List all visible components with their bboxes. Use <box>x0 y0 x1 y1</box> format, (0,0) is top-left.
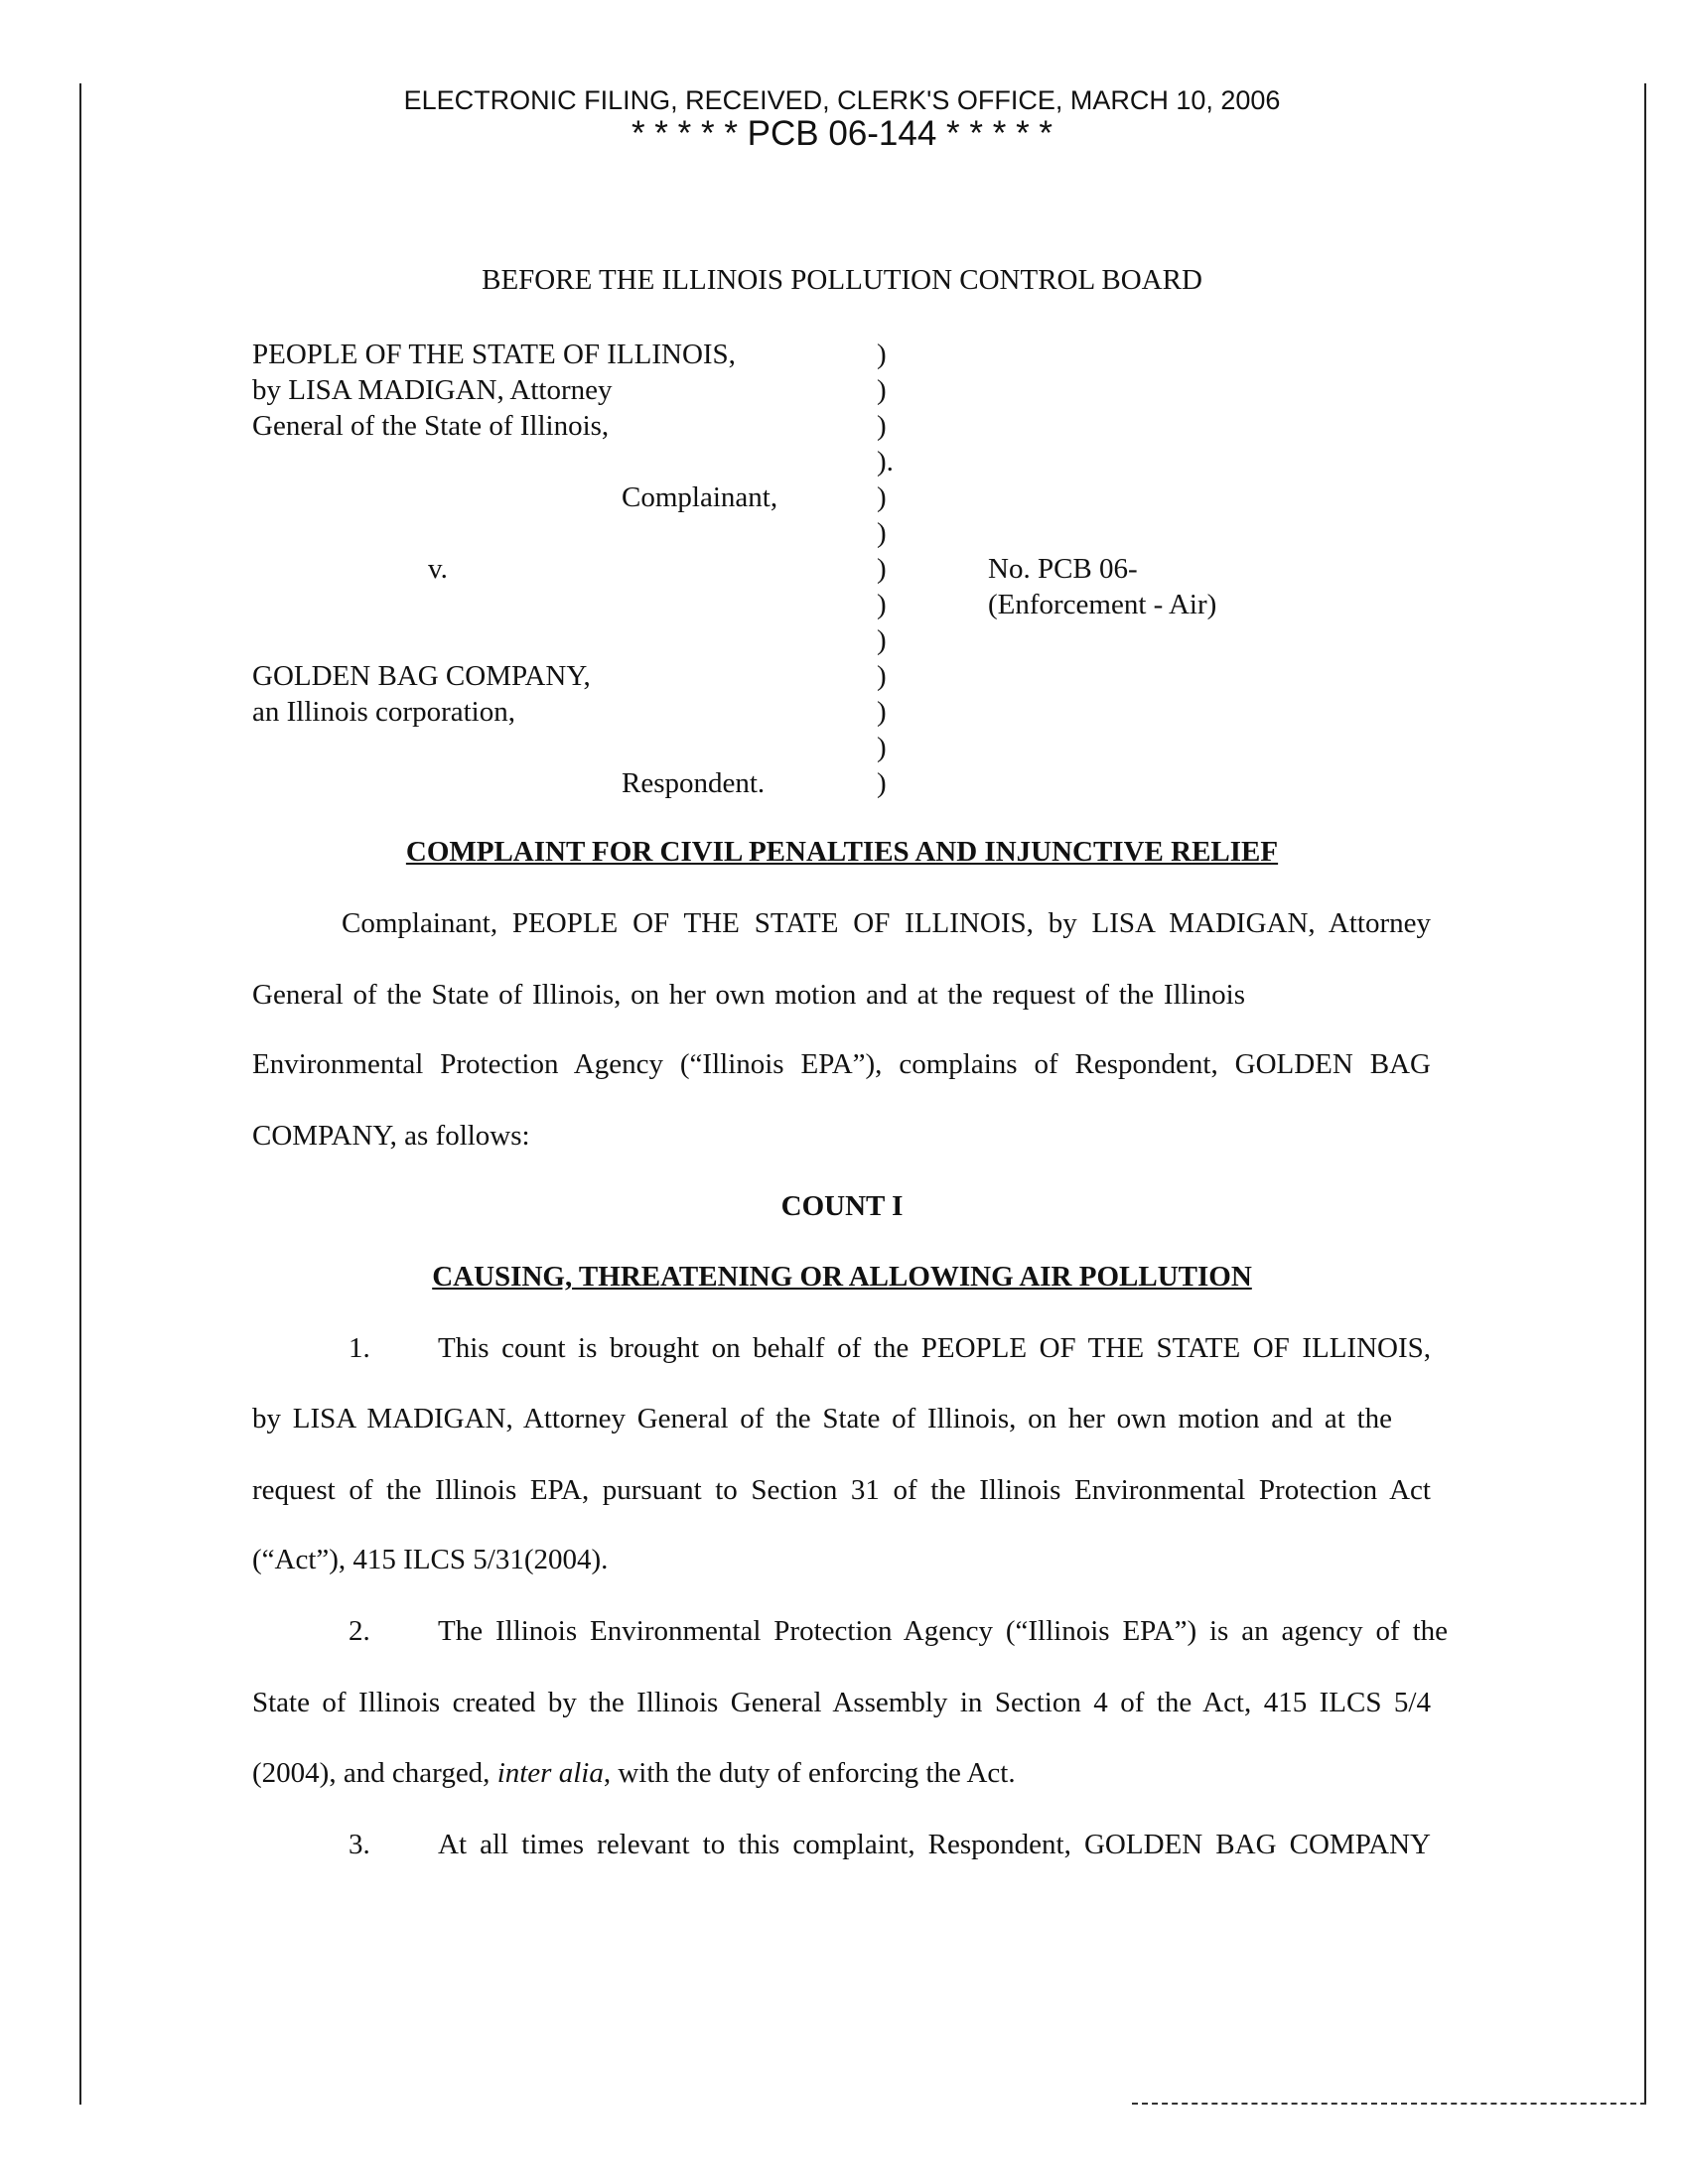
bottom-dashed-line <box>1132 2103 1646 2105</box>
intro-line: COMPANY, as follows: <box>252 1120 530 1152</box>
right-margin-line <box>1644 83 1646 2105</box>
case-number-stamp: * * * * * PCB 06-144 * * * * * <box>631 114 1053 153</box>
filing-stamp-line: ELECTRONIC FILING, RECEIVED, CLERK'S OFFICE, MARCH 10, 2006 <box>403 85 1281 115</box>
complainant-line: PEOPLE OF THE STATE OF ILLINOIS, <box>252 339 736 370</box>
caption-paren: ) <box>877 481 887 513</box>
paragraph-number: 1. <box>349 1332 370 1364</box>
paragraph-line: At all times relevant to this complaint, Respondent, GOLDEN BAG COMPANY <box>438 1829 1431 1860</box>
caption-paren: ) <box>877 517 887 549</box>
caption-paren: ) <box>877 660 887 692</box>
complainant-line: General of the State of Illinois, <box>252 410 610 442</box>
versus: v. <box>428 553 448 585</box>
intro-line: General of the State of Illinois, on her own motion and at the request of the Illinois <box>252 979 1245 1011</box>
left-margin-line <box>79 83 81 2105</box>
paragraph-line: The Illinois Environmental Protection Agency (“Illinois EPA”) is an agency of the <box>438 1615 1448 1647</box>
case-number: No. PCB 06- <box>988 553 1138 585</box>
caption-paren: ) <box>877 410 887 442</box>
caption-paren: ) <box>877 589 887 620</box>
complainant-role: Complainant, <box>622 481 778 513</box>
court-heading: BEFORE THE ILLINOIS POLLUTION CONTROL BOARD <box>482 264 1202 296</box>
intro-line: Complainant, PEOPLE OF THE STATE OF ILLINOIS, by LISA MADIGAN, Attorney <box>342 907 1431 939</box>
paragraph-text: (2004), and charged, <box>252 1757 497 1789</box>
paragraph-line: by LISA MADIGAN, Attorney General of the State of Illinois, on her own motion and at the <box>252 1403 1392 1434</box>
count-heading: COUNT I <box>780 1190 904 1222</box>
paragraph-number: 2. <box>349 1615 370 1647</box>
paragraph-line: State of Illinois created by the Illinois General Assembly in Section 4 of the Act, 415 ILCS 5/4 <box>252 1687 1431 1718</box>
caption-paren: ) <box>877 732 887 763</box>
respondent-line: GOLDEN BAG COMPANY, <box>252 660 591 692</box>
respondent-line: an Illinois corporation, <box>252 696 515 728</box>
respondent-role: Respondent. <box>622 767 766 799</box>
caption-paren: ). <box>877 446 894 478</box>
paragraph-line: request of the Illinois EPA, pursuant to Section 31 of the Illinois Environmental Protection Act <box>252 1474 1431 1506</box>
caption-paren: ) <box>877 553 887 585</box>
complainant-line: by LISA MADIGAN, Attorney <box>252 374 613 406</box>
paragraph-italic-text: inter alia <box>496 1757 604 1789</box>
paragraph-line <box>252 1759 1016 1788</box>
paragraph-number: 3. <box>349 1829 370 1860</box>
paragraph-line: (“Act”), 415 ILCS 5/31(2004). <box>252 1544 609 1575</box>
paragraph-text: , with the duty of enforcing the Act. <box>603 1757 1016 1789</box>
caption-paren: ) <box>877 624 887 656</box>
complaint-title: COMPLAINT FOR CIVIL PENALTIES AND INJUNCTIVE RELIEF <box>405 836 1279 868</box>
caption-paren: ) <box>877 696 887 728</box>
count-subheading: CAUSING, THREATENING OR ALLOWING AIR POLLUTION <box>432 1261 1252 1293</box>
paragraph-line: This count is brought on behalf of the PEOPLE OF THE STATE OF ILLINOIS, <box>438 1332 1431 1364</box>
case-type: (Enforcement - Air) <box>988 589 1217 620</box>
intro-line: Environmental Protection Agency (“Illinois EPA”), complains of Respondent, GOLDEN BAG <box>252 1048 1431 1080</box>
caption-paren: ) <box>877 767 887 799</box>
caption-paren: ) <box>877 339 887 370</box>
caption-paren: ) <box>877 374 887 406</box>
